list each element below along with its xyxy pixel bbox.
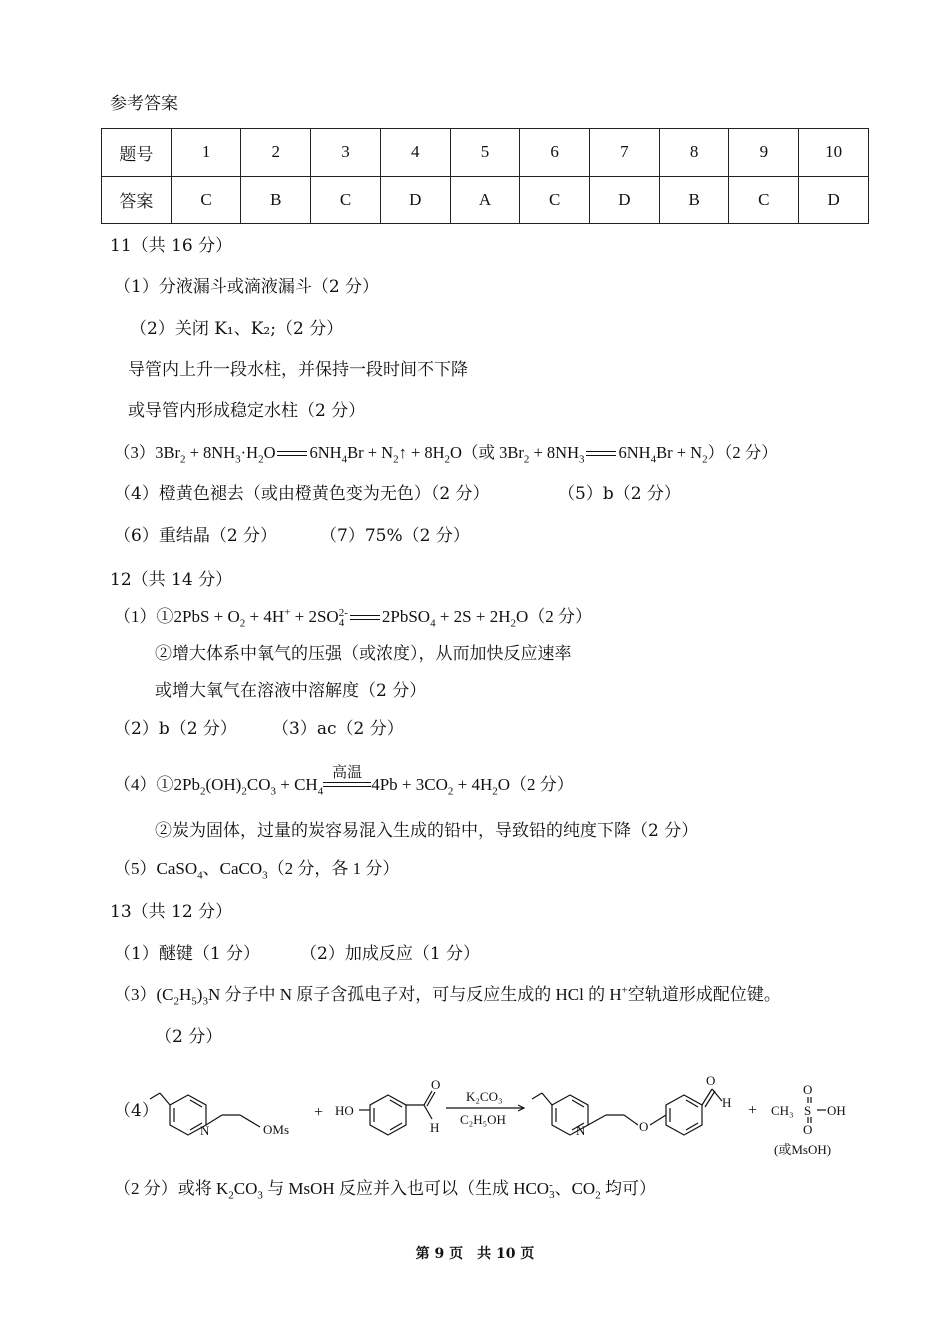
sulfur-label: S [804,1103,812,1118]
q12-title: 12（共 14 分） [110,570,233,590]
oxygen-label: O [431,1077,441,1092]
plus-sign: + [314,1104,324,1121]
q13-p1: （1）醚键（1 分） [114,944,261,964]
cell: A [450,176,520,224]
cell: 10 [799,129,869,177]
hydrogen-label: H [430,1120,440,1135]
aldehyde-hydrogen-label: H [722,1095,732,1110]
alt-label: (或MsOH) [774,1142,832,1157]
cell: 3 [311,129,381,177]
cell: 9 [729,129,799,177]
cell: C [311,176,381,224]
cell: 1 [171,129,241,177]
row-label-numbers: 题号 [102,129,172,177]
q11-p2: （2）关闭 K₁、K₂;（2 分） [130,319,344,339]
cell: B [659,176,729,224]
page-footer: 第 9 页 共 10 页 [415,1246,535,1262]
nitrogen-label: N [200,1123,210,1138]
q11-p3-equation: $(3)3Br_2 + 8NH_3\cdot H_2O$ $6NH_4Br$ + $N_2↑ + 8H_2O$（或 $3Br_2 + 8NH_3$ $6NH_4Br + N_2)(2$ 分） [114,443,778,466]
q13-title: 13（共 12 分） [110,902,233,922]
q13-p4-label: （4） [114,1101,159,1121]
condition-label: 高温 [332,765,363,781]
reaction-scheme [150,1063,870,1163]
q11-p7: （7）75%（2 分） [320,526,470,546]
reagent-top: K₂CO₃ [466,1089,503,1104]
cell: C [520,176,590,224]
aldehyde-oxygen-label: O [706,1073,716,1088]
row-label-answers: 答案 [102,176,172,224]
q11-p6: （6）重结晶（2 分） [114,526,278,546]
ether-oxygen-label: O [639,1119,649,1134]
q12-p2: （2）b（2 分） [114,719,237,739]
q13-p3b: （2 分） [155,1027,223,1047]
q11-p1: （1）分液漏斗或滴液漏斗（2 分） [114,277,380,297]
q11-title: 11（共 16 分） [110,236,233,256]
q11-p4: （4）橙黄色褪去（或由橙黄色变为无色）（2 分） [114,484,490,504]
cell: C [729,176,799,224]
answer-table [101,128,869,224]
cell: 4 [380,129,450,177]
q12-p4-equation: $(4)①2Pb_2(OH)_2CO_3 + CH_4$ 高温 $4Pb + 3CO_2 + 4H_2O(2$ 分） [114,774,574,796]
q11-p2b: 导管内上升一段水柱，并保持一段时间不下降 [128,360,468,380]
cell: 6 [520,129,590,177]
cell: D [799,176,869,224]
cell: 8 [659,129,729,177]
q11-p5: （5）b（2 分） [558,484,681,504]
table-row-answers [102,176,869,224]
q12-p5: （5）CaSO$_4$、CaCO$_3$（2 分，各 1 分） [114,859,400,882]
q12-p3: （3）ac（2 分） [272,719,404,739]
q11-p2c: 或导管内形成稳定水柱（2 分） [128,401,366,421]
cell: B [241,176,311,224]
plus-sign-2: + [748,1102,758,1119]
cell: 5 [450,129,520,177]
q12-p1-equation: （1）①2PbS + $O_2 + 4H^+ + 2SO$ 2- 4 2PbSO$_4$ + $2S + 2H_2O(2$ 分） [114,606,592,630]
oh-label: OH [827,1103,846,1118]
cell: C [171,176,241,224]
cell: D [380,176,450,224]
ch3-label: CH₃ [771,1103,794,1118]
ho-label: HO [335,1103,354,1118]
q13-p2: （2）加成反应（1 分） [300,944,481,964]
q12-p1c: 或增大氧气在溶液中溶解度（2 分） [155,681,427,701]
sulfonyl-oxygen-top: O [803,1082,813,1097]
oms-label: OMs [263,1122,290,1137]
q13-p4-note: （2 分）或将 $K_2CO_3$ 与 MsOH 反应并入也可以（生成 HCO - 3 、$CO_2$ 均可） [114,1179,656,1202]
cell: D [590,176,660,224]
q12-p4b: ②炭为固体，过量的炭容易混入生成的铅中，导致铅的纯度下降（2 分） [155,821,699,841]
nitrogen-label-product: N [576,1123,586,1138]
reagent-bottom: C₂H₅OH [460,1112,506,1127]
table-row-numbers [102,129,869,177]
cell: 2 [241,129,311,177]
sulfonyl-oxygen-bottom: O [803,1122,813,1137]
heading: 参考答案 [110,94,178,114]
cell: 7 [590,129,660,177]
q13-p3: $(3)(C_2H_5)_3N$ 分子中 N 原子含孤电子对，可与反应生成的 HCl 的 H+空轨道形成配位键。 [114,984,781,1008]
q12-p1b: ②增大体系中氧气的压强（或浓度），从而加快反应速率 [155,644,572,664]
